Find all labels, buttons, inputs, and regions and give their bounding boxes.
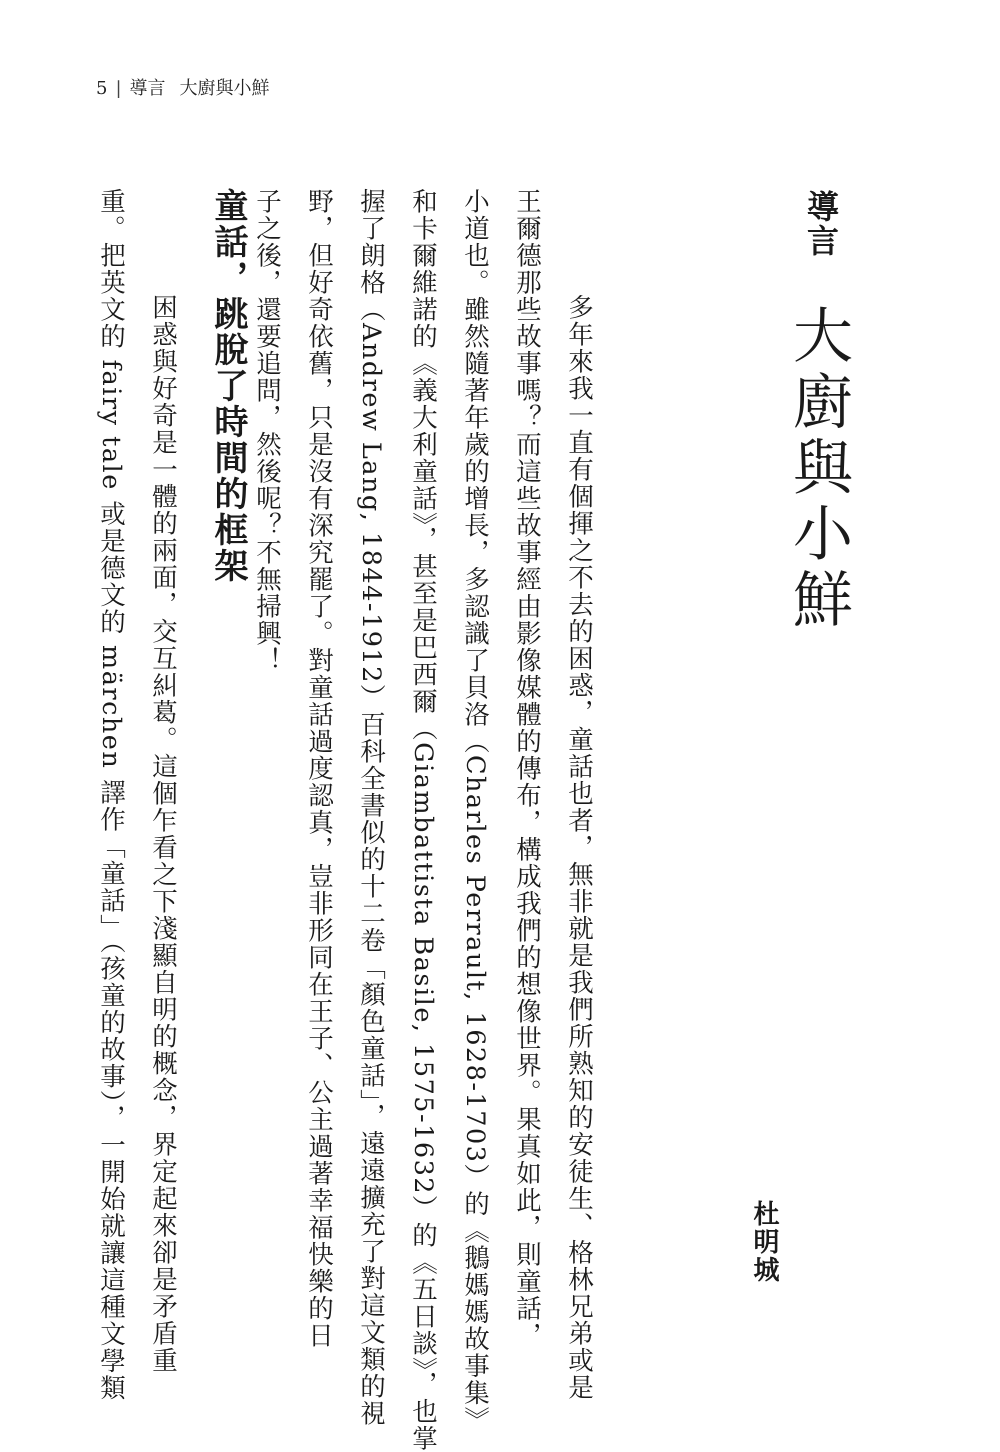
chapter-label: 導言 <box>802 190 840 258</box>
paragraph-2-line-1: 困惑與好奇是一體的兩面，交互糾葛。這個乍看之下淺顯自明的概念，界定起來卻是矛盾重 <box>148 240 178 1374</box>
paragraph-2-line-2: 重。把英文的 fairy tale 或是德文的 märchen 譯作「童話」（孩童的故事），一開始就讓這種文學類 <box>96 188 126 1402</box>
paragraph-1-line-4: 和卡爾維諾的《義大利童話》，甚至是巴西爾（Giambattista Basile, 1575-1632）的《五日談》，也掌 <box>408 188 438 1452</box>
paragraph-1-line-5: 握了朗格（Andrew Lang, 1844-1912）百科全書似的十二卷「顏色童話」，遠遠擴充了對這文類的視 <box>356 188 386 1428</box>
paragraph-1-line-1: 多年來我一直有個揮之不去的困惑，童話也者，無非就是我們所熟知的安徒生、格林兄弟或是 <box>564 240 594 1401</box>
page-number: 5 <box>96 78 108 99</box>
paragraph-1-line-2: 王爾德那些故事嗎？而這些故事經由影像媒體的傳布，構成我們的想像世界。果真如此，則童話， <box>512 188 542 1349</box>
paragraph-1-line-6: 野，但好奇依舊，只是沒有深究罷了。對童話過度認真，豈非形同在王子、公主過著幸福快樂的日 <box>304 188 334 1349</box>
author-name: 杜明城 <box>749 1200 779 1284</box>
running-head-chapter-label: 導言 <box>129 78 166 99</box>
paragraph-1-line-3: 小道也。雖然隨著年歲的增長，多認識了貝洛（Charles Perrault, 1628-1703）的《鵝媽媽故事集》 <box>460 188 490 1434</box>
running-head-separator: | <box>115 78 122 99</box>
section-heading: 童話，跳脫了時間的框架 <box>208 188 248 584</box>
running-head-chapter-title: 大廚與小鮮 <box>179 78 270 99</box>
running-head <box>96 76 270 102</box>
chapter-title: 大廚與小鮮 <box>783 304 853 634</box>
paragraph-1-line-7: 子之後，還要追問，然後呢？不無掃興！ <box>252 188 282 674</box>
